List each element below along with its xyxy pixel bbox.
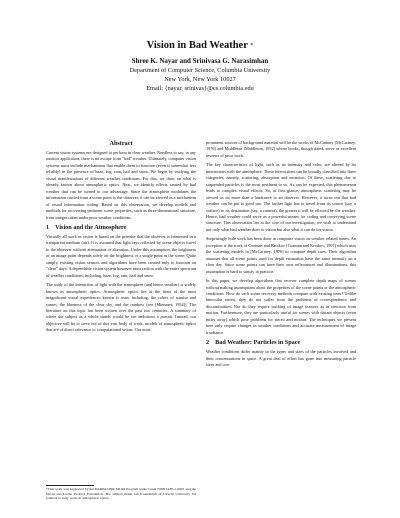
paper-title-line <box>0 40 400 52</box>
section-2-number: 2 <box>206 339 210 347</box>
section-1-number: 1 <box>46 223 50 231</box>
section-1-paragraph-3: prominent sources of background material will be the works of McCartney [McCartney, 1976] and Middleton [Middleton, 1952] whose books, though dated, serve as excellent reviews of prior work. <box>206 140 356 158</box>
section-1-heading <box>46 224 196 232</box>
affiliation-email: Email: {nayar, srinivas}@cs.columbia.edu <box>146 84 254 92</box>
section-1-paragraph-5: Surprisingly little work has been done in computer vision on weather related issues. An exception is the work of Cozman and Krotkov [Cozman and Krotkov, 1997] which uses the scattering models in [McCartney, 1976] to compute depth cues. Their algorithm assumes that all scene points used for depth estimation have the same intensity on a clear day. Since scene points can have their own reflectances and illuminations, this assumption is hard to satisfy in practice. <box>206 236 356 274</box>
section-1-paragraph-1: Virtually all work in vision is based on the premise that the observer is immersed in a transparent medium (air). It is assumed that light rays reflected by scene objects travel to the observer without attenuation or alteration. Under this assumption, the brightness of an image point depends solely on the brightness of a single point in the scene. Quite simply, existing vision sensors and algorithms have been created only to function on "clear" days. A dependable vision system however must reckon with the entire spectrum of weather conditions, including, haze, fog, rain, hail and snow. <box>46 233 196 278</box>
title-footnote-mark: * <box>250 43 254 49</box>
section-1-paragraph-4: The key characteristics of light, such as its intensity and color, are altered by its interactions with the atmosphere. These interactions can be broadly classified into three categories, namely, scattering, absorption and emission. Of these, scattering due to suspended particles is the most pertinent to us. As can be expected, this phenomenon leads to complex visual effects. So, at first glance, atmospheric scattering may be viewed as no more than a hindrance to an observer. However, it turns out that bad weather can be put to good use. The farther light has to travel from its source (say, a surface) to its destination (say, a camera), the greater it will be effected by the weather. Hence, bad weather could serve as a powerful means for coding and conveying scene structure. This observation lies at the core of our investigation; we wish to understand not only what bad weather does to vision but also what it can do for vision. <box>206 162 356 232</box>
paper-title: Vision in Bad Weather <box>146 40 248 51</box>
footnote-rule <box>46 485 94 486</box>
affiliation-department: Department of Computer Science, Columbia University <box>129 67 271 74</box>
section-1-title: Vision and the Atmosphere <box>55 223 127 231</box>
abstract-heading: Abstract <box>109 140 133 147</box>
section-1-paragraph-2: The study of the interaction of light with the atmosphere (and hence weather) is widely known as atmospheric optics. Atmospheric optics lies at the heart of the most magnificent visual experiences known to man, including, the colors of sunrise and sunset, the blueness of the clear sky, and the rainbow (see [Minnaert, 1954]). The literature on this topic has been written over the past two centuries. A summary of where the subject as a whole stands would be too ambitious a pursuit. Instead, our objective will be to sieve out of this vast body of work, models of atmospheric optics that are of direct relevance to computational vision. Our most <box>46 282 196 333</box>
section-2-heading <box>206 339 356 347</box>
abstract-paragraph: Current vision systems are designed to perform in clear weather. Needless to say, in any outdoor application, there is no escape from "bad" weather. Ultimately, computer vision systems must include mechanisms that enable them to function (even if somewhat less reliably) in the presence of haze, fog, rain, hail and snow. We begin by studying the visual manifestations of different weather conditions. For this, we draw on what is already known about atmospheric optics. Next, we identify effects caused by bad weather that can be turned to our advantage. Since the atmosphere modulates the information carried from a scene point to the observer, it can be viewed as a mechanism of visual information coding. Based on this observation, we develop models and methods for recovering pertinent scene properties, such as three-dimensional structure, from images taken under poor weather conditions. <box>46 150 196 220</box>
footnote: *This work was supported by the DARPA/ONR MURI Program under Grant N00014-95-1-0601 and the David and Lucile Packard Foundation. The authors thank Jan Koenderink of Utrecht University for pointers to early work on atmospheric optics. <box>46 487 196 501</box>
left-column <box>46 140 196 483</box>
section-1-paragraph-6: In this paper, we develop algorithms that recover complete depth maps of scenes without making assumptions about the properties of the scene points or the atmospheric conditions. How do such scene recovery methods compare with existing ones? Unlike binocular stereo, they do not suffer from the problems of correspondence and discontinuities. Nor do they require tracking of image features as in structure from motion. Furthermore, they are particularly useful for scenes with distant objects (even miles away) which pose problems for stereo and motion. The techniques we present here only require changes in weather conditions and accurate measurement of image irradiance. <box>206 278 356 335</box>
section-2-paragraph-1: Weather conditions differ mainly in the types and sizes of the particles involved and their concentrations in space. A great deal of effort has gone into measuring particle sizes and con- <box>206 349 356 368</box>
affiliation-block <box>0 67 400 93</box>
right-column <box>206 140 356 510</box>
affiliation-address: New York, New York 10027 <box>164 75 236 83</box>
section-2-title: Bad Weather: Particles in Space <box>215 339 301 347</box>
authors: Shree K. Nayar and Srinivasa G. Narasimhan <box>131 57 269 65</box>
